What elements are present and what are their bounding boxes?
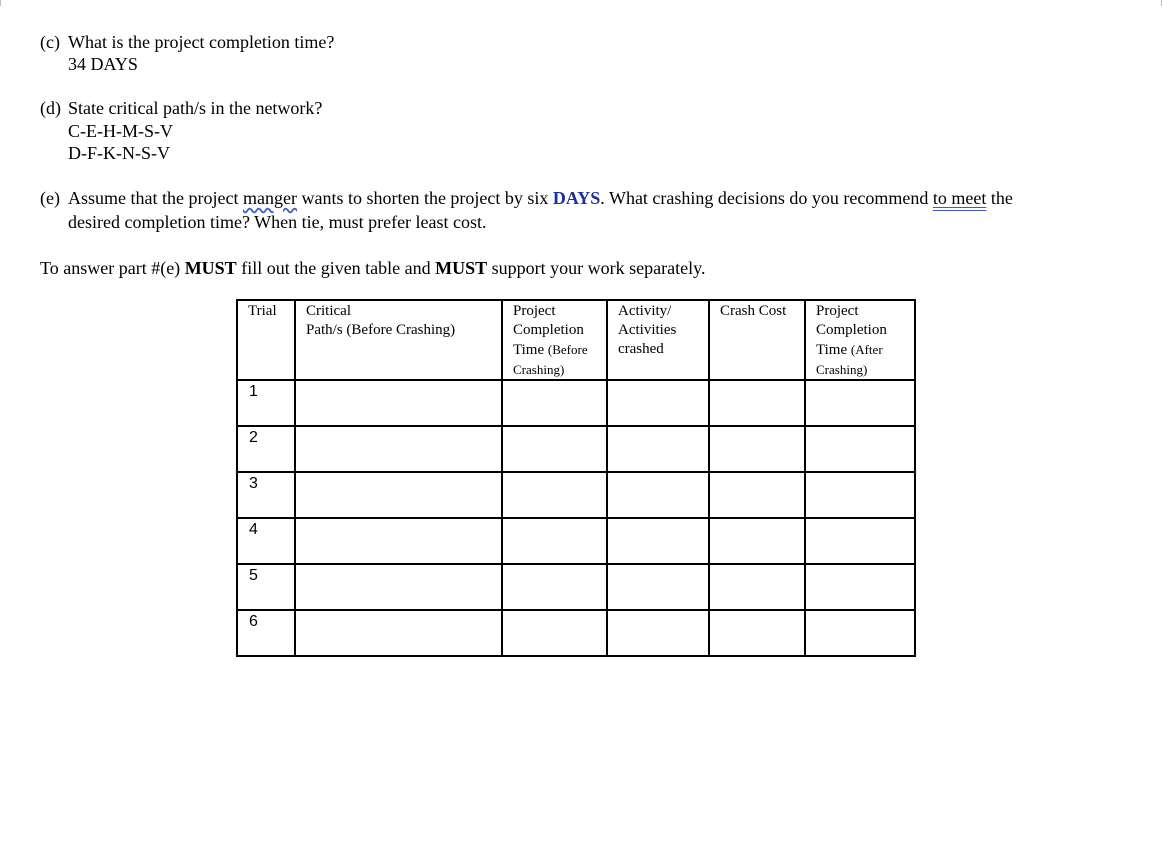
critical-path-cell[interactable] (295, 518, 502, 564)
critical-path-cell[interactable] (295, 380, 502, 426)
table-row (237, 518, 915, 564)
crash-cost-cell[interactable] (709, 472, 805, 518)
header-before-line-2: Completion (513, 322, 584, 338)
part-e-question-text (68, 187, 1013, 209)
activity-crashed-cell[interactable] (607, 426, 709, 472)
part-c-answer: 34 DAYS (68, 54, 138, 74)
completion-after-cell[interactable] (805, 472, 915, 518)
activity-crashed-cell[interactable] (607, 564, 709, 610)
trial-number: 1 (249, 383, 258, 400)
crash-cost-cell[interactable] (709, 610, 805, 656)
critical-path-cell[interactable] (295, 472, 502, 518)
part-c-label: (c) (40, 32, 60, 52)
part-e-text-b: wants to shorten the project by six (296, 188, 553, 208)
header-completion-before (502, 300, 607, 380)
page-edge-mark-left (0, 0, 1, 6)
table-row (237, 610, 915, 656)
header-after-line-3: Time (816, 342, 848, 358)
grammar-flag-to-meet[interactable]: to meet (932, 188, 987, 208)
header-crash-cost-label: Crash Cost (720, 303, 787, 319)
trial-cell (237, 472, 295, 518)
part-e-text-c: . What crashing decisions do you recommend (600, 188, 933, 208)
part-d-answer-path-1: C-E-H-M-S-V (68, 121, 173, 141)
header-activity-line-1: Activity/ (618, 303, 672, 319)
part-d-answer-path-2: D-F-K-N-S-V (68, 143, 170, 163)
completion-before-cell[interactable] (502, 610, 607, 656)
crash-cost-cell[interactable] (709, 518, 805, 564)
header-before-line-1: Project (513, 303, 556, 319)
header-critical-paths (295, 300, 502, 380)
crash-cost-cell[interactable] (709, 564, 805, 610)
completion-after-cell[interactable] (805, 518, 915, 564)
header-trial (237, 300, 295, 380)
part-c-question: What is the project completion time? (68, 32, 335, 52)
instruction-must-2: MUST (435, 258, 488, 278)
table-row (237, 380, 915, 426)
trial-cell (237, 564, 295, 610)
instruction-text-c: support your work separately. (487, 258, 706, 278)
activity-crashed-cell[interactable] (607, 380, 709, 426)
header-critical-line-1: Critical (306, 303, 351, 319)
table-row (237, 472, 915, 518)
part-e-question-line-2: desired completion time? When tie, must prefer least cost. (68, 212, 487, 232)
header-before-line-4: Crashing) (513, 362, 565, 377)
header-after-line-4: Crashing) (816, 362, 868, 377)
trial-number: 3 (249, 475, 258, 492)
header-completion-after (805, 300, 915, 380)
part-d-label: (d) (40, 98, 61, 118)
header-activities-crashed (607, 300, 709, 380)
completion-before-cell[interactable] (502, 380, 607, 426)
critical-path-cell[interactable] (295, 564, 502, 610)
instruction-text-a: To answer part #(e) (40, 258, 185, 278)
header-after-line-3-small: (After (850, 342, 883, 357)
spelling-flag-manger[interactable]: manger (242, 188, 297, 208)
header-before-line-3: Time (513, 342, 545, 358)
completion-before-cell[interactable] (502, 472, 607, 518)
activity-crashed-cell[interactable] (607, 518, 709, 564)
part-e-label: (e) (40, 188, 60, 208)
header-trial-label: Trial (248, 303, 277, 319)
instruction-must-1: MUST (184, 258, 237, 278)
activity-crashed-cell[interactable] (607, 472, 709, 518)
header-activity-line-3: crashed (618, 341, 664, 357)
crashing-table (236, 299, 916, 657)
part-e-text-a: Assume that the project (68, 188, 243, 208)
critical-path-cell[interactable] (295, 610, 502, 656)
header-after-line-2: Completion (816, 322, 887, 338)
header-critical-line-2: Path/s (Before Crashing) (306, 322, 456, 338)
trial-cell (237, 426, 295, 472)
part-e-text-d: the (986, 188, 1013, 208)
header-before-line-3-small: (Before (547, 342, 588, 357)
table-row (237, 564, 915, 610)
header-activity-line-2: Activities (618, 322, 677, 338)
completion-before-cell[interactable] (502, 564, 607, 610)
instruction-text-b: fill out the given table and (236, 258, 436, 278)
crash-cost-cell[interactable] (709, 426, 805, 472)
critical-path-cell[interactable] (295, 426, 502, 472)
completion-after-cell[interactable] (805, 610, 915, 656)
trial-cell (237, 610, 295, 656)
trial-number: 5 (249, 567, 258, 584)
trial-cell (237, 380, 295, 426)
completion-after-cell[interactable] (805, 426, 915, 472)
table-header-row (237, 300, 915, 380)
part-e-days-emphasis: DAYS (552, 188, 601, 208)
header-crash-cost (709, 300, 805, 380)
trial-cell (237, 518, 295, 564)
table-row (237, 426, 915, 472)
completion-before-cell[interactable] (502, 518, 607, 564)
trial-number: 2 (249, 429, 258, 446)
part-d-question: State critical path/s in the network? (68, 98, 323, 118)
completion-after-cell[interactable] (805, 380, 915, 426)
header-after-line-1: Project (816, 303, 859, 319)
crash-cost-cell[interactable] (709, 380, 805, 426)
completion-before-cell[interactable] (502, 426, 607, 472)
completion-after-cell[interactable] (805, 564, 915, 610)
trial-number: 6 (249, 613, 258, 630)
activity-crashed-cell[interactable] (607, 610, 709, 656)
trial-number: 4 (249, 521, 258, 538)
instruction-line (40, 257, 705, 279)
